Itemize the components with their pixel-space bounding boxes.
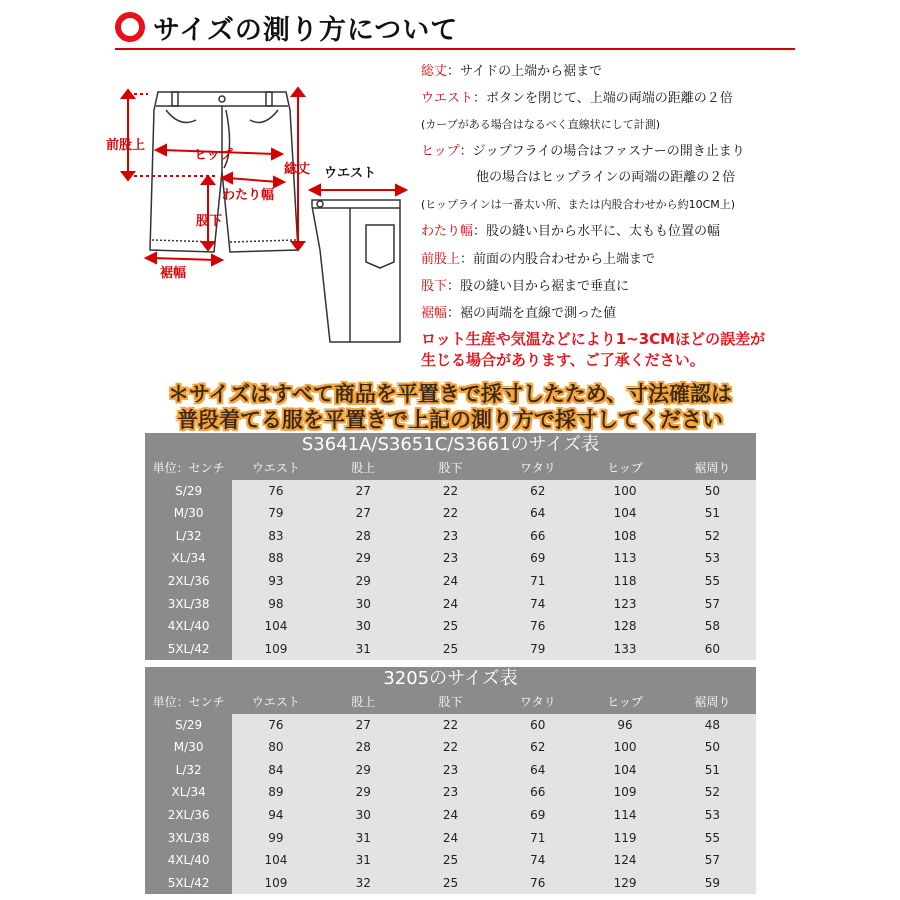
size-table-3205 (145, 667, 756, 894)
table-cell: 30 (320, 615, 407, 638)
table-row (145, 872, 756, 895)
page-header (115, 8, 795, 48)
table-row (145, 781, 756, 804)
thigh-label: わたり幅 (222, 188, 275, 203)
table-cell: 29 (320, 547, 407, 570)
table-cell: 128 (581, 615, 668, 638)
table-row (145, 736, 756, 759)
red-circle-icon (115, 12, 145, 42)
table-cell: 51 (669, 759, 756, 782)
table-cell: 71 (494, 570, 581, 593)
table-row (145, 804, 756, 827)
table-cell: 104 (581, 759, 668, 782)
size-label-cell: 3XL/38 (145, 593, 232, 616)
table-cell: 60 (494, 714, 581, 737)
table-cell: 22 (407, 714, 494, 737)
hip-label: ヒップ (194, 148, 233, 163)
table-cell: 53 (669, 547, 756, 570)
hem-label: 裾幅 (160, 266, 187, 281)
table-cell: 119 (581, 827, 668, 850)
table-cell: 109 (232, 872, 319, 895)
table-cell: 25 (407, 638, 494, 661)
table-cell: 23 (407, 781, 494, 804)
table-cell: 94 (232, 804, 319, 827)
size-label-cell: 5XL/42 (145, 638, 232, 661)
table-header-row (145, 457, 756, 480)
table-cell: 24 (407, 804, 494, 827)
column-header: 単位：センチ (152, 461, 225, 475)
definition-thigh: わたり幅：股の縫い目から水平に、太もも位置の幅 (421, 224, 721, 239)
table-cell: 79 (232, 502, 319, 525)
inseam-label: 股下 (196, 214, 223, 229)
size-label-cell: M/30 (145, 502, 232, 525)
table-cell: 27 (320, 502, 407, 525)
table-cell: 24 (407, 570, 494, 593)
table-cell: 80 (232, 736, 319, 759)
table-cell: 100 (581, 736, 668, 759)
definition-front-rise: 前股上：前面の内股合わせから上端まで (421, 252, 656, 267)
table-row (145, 759, 756, 782)
size-label-cell: XL/34 (145, 547, 232, 570)
table-cell: 32 (320, 872, 407, 895)
table-cell: 57 (669, 593, 756, 616)
table-cell: 74 (494, 593, 581, 616)
size-label-cell: L/32 (145, 525, 232, 548)
table-cell: 114 (581, 804, 668, 827)
table-cell: 104 (581, 502, 668, 525)
table-body (145, 480, 756, 661)
table-cell: 62 (494, 480, 581, 503)
table-cell: 113 (581, 547, 668, 570)
size-label-cell: 4XL/40 (145, 615, 232, 638)
column-header: ワタリ (519, 695, 556, 709)
table-row (145, 638, 756, 661)
table-cell: 118 (581, 570, 668, 593)
table-cell: 108 (581, 525, 668, 548)
table-cell: 76 (494, 872, 581, 895)
table-cell: 25 (407, 615, 494, 638)
header-rule (115, 48, 795, 50)
column-header: ワタリ (519, 461, 556, 475)
table-cell: 28 (320, 736, 407, 759)
table-cell: 99 (232, 827, 319, 850)
shorts-illustration (100, 80, 420, 360)
table-cell: 51 (669, 502, 756, 525)
column-header: 股下 (438, 461, 463, 475)
table-cell: 104 (232, 849, 319, 872)
page-title: サイズの測り方について (153, 15, 459, 46)
size-label-cell: S/29 (145, 480, 232, 503)
table-cell: 24 (407, 593, 494, 616)
table-cell: 123 (581, 593, 668, 616)
table-body (145, 714, 756, 895)
column-header: ウエスト (251, 695, 300, 709)
table-cell: 31 (320, 827, 407, 850)
table-cell: 129 (581, 872, 668, 895)
table-cell: 66 (494, 781, 581, 804)
table-cell: 64 (494, 502, 581, 525)
table-cell: 62 (494, 736, 581, 759)
shorts-diagram (100, 80, 420, 360)
table-cell: 109 (232, 638, 319, 661)
column-header: ウエスト (251, 461, 300, 475)
column-header: 裾周り (694, 461, 731, 475)
table-cell: 96 (581, 714, 668, 737)
table-cell: 79 (494, 638, 581, 661)
table-row (145, 480, 756, 503)
size-label-cell: 4XL/40 (145, 849, 232, 872)
table-cell: 88 (232, 547, 319, 570)
table-cell: 25 (407, 849, 494, 872)
table-cell: 30 (320, 593, 407, 616)
table-row (145, 570, 756, 593)
column-header: 股上 (351, 461, 376, 475)
definition-hip-note: (ヒップラインは一番太い所、または内股合わせから約10CM上) (421, 198, 736, 211)
table-cell: 23 (407, 547, 494, 570)
definition-waist: ウエスト：ボタンを閉じて、上端の両端の距離の２倍 (421, 91, 733, 106)
table-cell: 29 (320, 759, 407, 782)
table-cell: 31 (320, 638, 407, 661)
shorts-side-outline (312, 200, 400, 342)
table-cell: 133 (581, 638, 668, 661)
table-cell: 89 (232, 781, 319, 804)
column-header: 単位：センチ (152, 695, 225, 709)
table-cell: 23 (407, 759, 494, 782)
table-cell: 104 (232, 615, 319, 638)
size-label-cell: 2XL/36 (145, 570, 232, 593)
table-row (145, 714, 756, 737)
table-cell: 76 (494, 615, 581, 638)
size-label-cell: 5XL/42 (145, 872, 232, 895)
table-row (145, 593, 756, 616)
table-header-row (145, 691, 756, 714)
table-cell: 24 (407, 827, 494, 850)
size-label-cell: M/30 (145, 736, 232, 759)
definition-length: 総丈：サイドの上端から裾まで (421, 64, 603, 79)
table-cell: 59 (669, 872, 756, 895)
table-cell: 29 (320, 570, 407, 593)
table-cell: 48 (669, 714, 756, 737)
column-header: ヒップ (607, 461, 643, 475)
definition-inseam: 股下：股の縫い目から裾まで垂直に (421, 279, 630, 294)
table-row (145, 502, 756, 525)
table-cell: 52 (669, 781, 756, 804)
table-cell: 23 (407, 525, 494, 548)
table-cell: 83 (232, 525, 319, 548)
table-cell: 64 (494, 759, 581, 782)
table-cell: 52 (669, 525, 756, 548)
definition-hip-line2: 他の場合はヒップラインの両端の距離の２倍 (476, 170, 736, 185)
table-cell: 71 (494, 827, 581, 850)
table-cell: 58 (669, 615, 756, 638)
column-header: 裾周り (694, 695, 731, 709)
table-cell: 66 (494, 525, 581, 548)
size-label-cell: 2XL/36 (145, 804, 232, 827)
size-label-cell: 3XL/38 (145, 827, 232, 850)
table-title: 3205のサイズ表 (145, 667, 756, 691)
table-row (145, 525, 756, 548)
table-cell: 60 (669, 638, 756, 661)
table-cell: 74 (494, 849, 581, 872)
table-cell: 53 (669, 804, 756, 827)
size-label-cell: XL/34 (145, 781, 232, 804)
table-cell: 55 (669, 827, 756, 850)
table-cell: 50 (669, 480, 756, 503)
waist-label: ウエスト (324, 166, 377, 181)
column-header: 股上 (351, 695, 376, 709)
table-cell: 98 (232, 593, 319, 616)
table-cell: 22 (407, 502, 494, 525)
column-header: ヒップ (607, 695, 643, 709)
table-cell: 76 (232, 714, 319, 737)
table-cell: 124 (581, 849, 668, 872)
size-label-cell: L/32 (145, 759, 232, 782)
table-cell: 93 (232, 570, 319, 593)
size-label-cell: S/29 (145, 714, 232, 737)
definition-waist-note: (カーブがある場合はなるべく直線状にして計測) (421, 118, 661, 131)
size-table-s3641a (145, 433, 756, 660)
table-cell: 28 (320, 525, 407, 548)
column-header: 股下 (438, 695, 463, 709)
table-row (145, 547, 756, 570)
table-cell: 29 (320, 781, 407, 804)
table-cell: 69 (494, 804, 581, 827)
definition-hem: 裾幅：裾の両端を直線で測った値 (421, 306, 617, 321)
table-cell: 30 (320, 804, 407, 827)
table-cell: 76 (232, 480, 319, 503)
table-row (145, 827, 756, 850)
table-cell: 25 (407, 872, 494, 895)
length-label: 総丈 (284, 162, 311, 177)
table-row (145, 849, 756, 872)
table-title: S3641A/S3651C/S3661のサイズ表 (145, 433, 756, 457)
table-cell: 84 (232, 759, 319, 782)
notice-line-2: 普段着てる服を平置きで上記の測り方で採寸してください (177, 408, 723, 432)
table-cell: 55 (669, 570, 756, 593)
table-row (145, 615, 756, 638)
front-rise-label: 前股上 (106, 138, 146, 153)
table-cell: 109 (581, 781, 668, 804)
table-cell: 31 (320, 849, 407, 872)
table-cell: 22 (407, 480, 494, 503)
warning-line-2: 生じる場合があります、ご了承ください。 (421, 351, 705, 369)
table-cell: 57 (669, 849, 756, 872)
notice-line-1: ＊サイズはすべて商品を平置きで採寸したため、寸法確認は (167, 382, 733, 406)
table-cell: 27 (320, 480, 407, 503)
table-cell: 50 (669, 736, 756, 759)
table-cell: 27 (320, 714, 407, 737)
table-cell: 69 (494, 547, 581, 570)
table-cell: 100 (581, 480, 668, 503)
warning-line-1: ロット生産や気温などにより1~3CMほどの誤差が (421, 330, 766, 348)
definition-hip: ヒップ：ジップフライの場合はファスナーの開き止まり (421, 144, 745, 159)
table-cell: 22 (407, 736, 494, 759)
